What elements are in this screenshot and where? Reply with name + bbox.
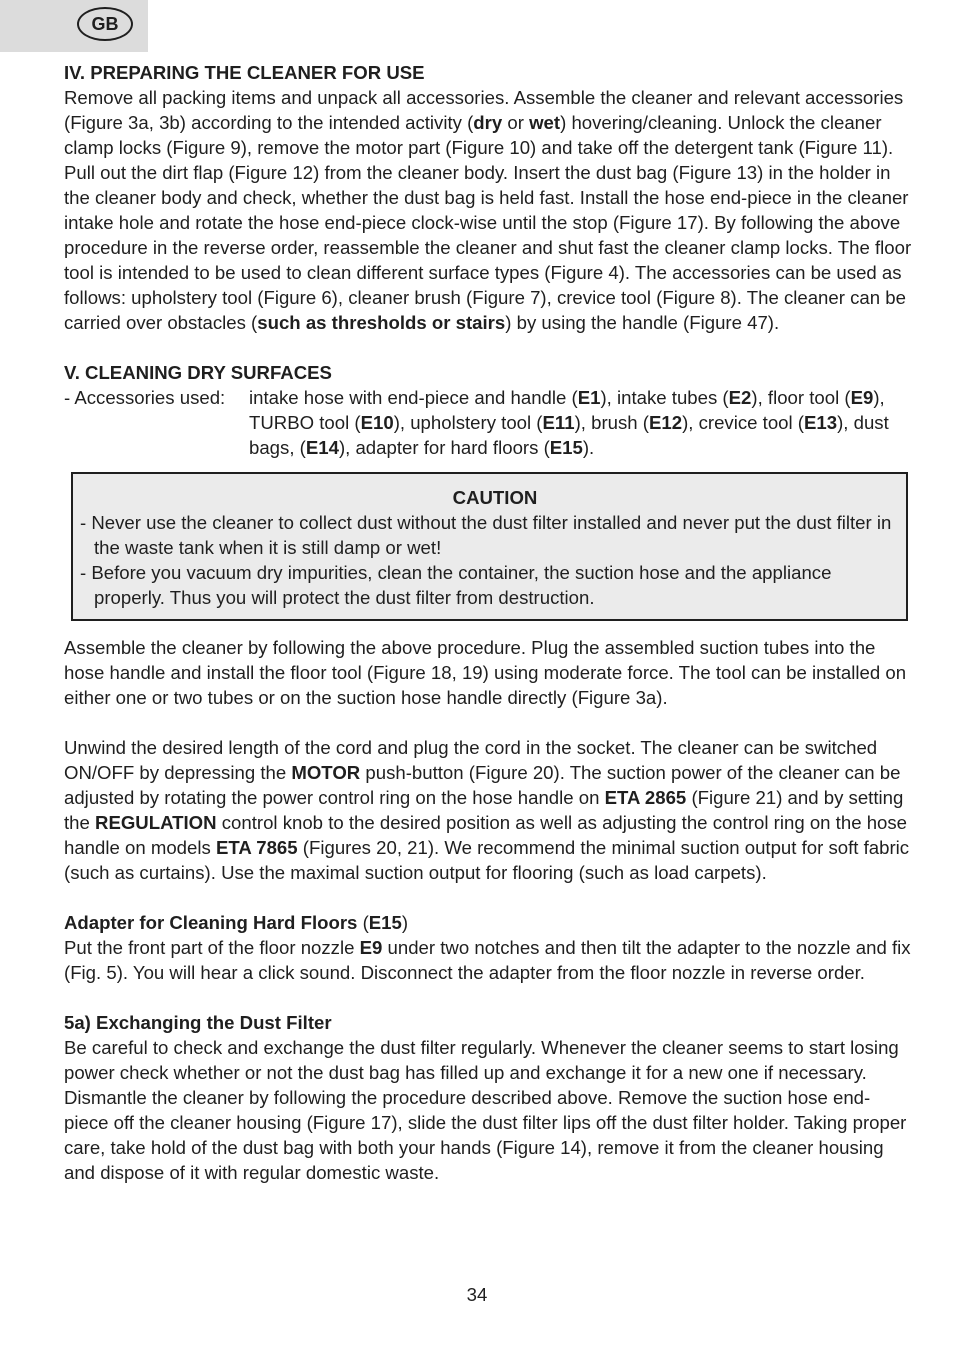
bold-run: E12 (648, 412, 683, 433)
caution-box (71, 472, 908, 621)
bold-run: E15 (368, 912, 402, 933)
section-heading: IV. PREPARING THE CLEANER FOR USE (64, 62, 425, 83)
language-tab (0, 0, 148, 52)
bold-run: E2 (728, 387, 752, 408)
text-run: ), adapter for hard floors ( (338, 437, 550, 458)
bold-run: wet (529, 112, 561, 133)
accessories-text (249, 387, 889, 458)
language-badge: GB (77, 7, 133, 41)
text-run: ), TURBO tool ( (249, 387, 885, 433)
text-run: or (502, 112, 530, 133)
bold-run: E11 (542, 412, 575, 433)
bold-run: E13 (804, 412, 838, 433)
bold-run: MOTOR (291, 762, 361, 783)
text-run: push-button (Figure 20). The suction power of the cleaner can be adjusted by rotating the power control ring on the hose handle on (64, 762, 901, 808)
text-run: Put the front part of the floor nozzle (64, 937, 360, 958)
caution-item: - Before you vacuum dry impurities, clean the container, the suction hose and the appliance properly. Thus you will protect the dust filter from destruction. (80, 562, 832, 608)
bold-run: E15 (549, 437, 583, 458)
text-run: ), intake tubes ( (600, 387, 729, 408)
text-run: ) hovering/cleaning. Unlock the cleaner clamp locks (Figure 9), remove the motor part (Figure 10) and take off the detergent tank (Figure 11). Pull out the dirt flap (Figure 12) from the cleaner body. Insert the dust bag (Figure 13) in the holder in the cleaner body and check, whether the dust bag is held fast. Install the hose end-piece in the cleaner intake hole and rotate the hose end-piece clock-wise until the stop (Figure 17). By following the above procedure in the reverse order, reassemble the cleaner and shut fast the cleaner clamp locks. The floor tool is intended to be used to clean different surface types (Figure 4). The accessories can be used as follows: upholstery tool (Figure 6), cleaner brush (Figure 7), crevice tool (Figure 8). The cleaner can be carried over obstacles ( (64, 112, 912, 333)
bold-run: ETA 2865 (604, 787, 687, 808)
text-run: Remove all packing items and unpack all accessories. Assemble the cleaner and relevant accessories (Figure 3a, 3b) according to the intended activity ( (64, 87, 904, 133)
text-run: Unwind the desired length of the cord and plug the cord in the socket. The cleaner can be switched ON/OFF by depressing the (64, 737, 878, 783)
accessories-list (64, 385, 914, 460)
bold-run: REGULATION (95, 812, 217, 833)
bold-run: E9 (850, 387, 874, 408)
bold-run: E14 (305, 437, 339, 458)
text-run: ), upholstery tool ( (393, 412, 543, 433)
text-run: ), dust bags, ( (249, 412, 889, 458)
text-run: ) by using the handle (Figure 47). (505, 312, 780, 333)
adapter-heading (64, 910, 914, 935)
text-run: (Figure 21) and by setting the (64, 787, 904, 833)
bold-run: E9 (359, 937, 383, 958)
adapter-paragraph (64, 935, 914, 985)
caution-title: CAUTION (452, 487, 538, 508)
bold-run: Adapter for Cleaning Hard Floors (64, 912, 358, 933)
bold-run: E10 (360, 412, 394, 433)
text-run: ( (357, 912, 369, 933)
text-run: ) (401, 912, 409, 933)
text-run: control knob to the desired position as well as adjusting the control ring on the hose handle on models (64, 812, 908, 858)
bold-run: dry (473, 112, 503, 133)
bold-run: ETA 7865 (215, 837, 298, 858)
dust-filter-heading: 5a) Exchanging the Dust Filter (64, 1012, 332, 1033)
operation-paragraph (64, 735, 914, 885)
section-heading: V. CLEANING DRY SURFACES (64, 362, 332, 383)
caution-item: - Never use the cleaner to collect dust without the dust filter installed and never put the dust filter in the waste tank when it is still damp or wet! (80, 512, 892, 558)
bold-run: E1 (577, 387, 601, 408)
text-run: (Figures 20, 21). We recommend the minimal suction output for soft fabric (such as curtains). Use the maximal suction output for flooring (such as load carpets). (64, 837, 910, 883)
text-run: ), crevice tool ( (682, 412, 804, 433)
dust-filter-paragraph: Be careful to check and exchange the dust filter regularly. Whenever the cleaner seems to start losing power check whether or not the dust bag has filled up and exchange it for a new one if necessary. Dismantle the cleaner by following the procedure described above. Remove the suction hose end-piece off the cleaner housing (Figure 17), slide the dust filter lips off the dust filter holder. Taking proper care, take hold of the dust bag with both your hands (Figure 14), remove it from the cleaner housing and dispose of it with regular domestic waste. (64, 1037, 907, 1183)
accessories-lead: - Accessories used: (64, 387, 226, 408)
text-run: ), floor tool ( (751, 387, 851, 408)
text-run: intake hose with end-piece and handle ( (249, 387, 578, 408)
text-run: ). (582, 437, 595, 458)
text-run: under two notches and then tilt the adapter to the nozzle and fix (Fig. 5). You will hear a click sound. Disconnect the adapter from the floor nozzle in reverse order. (64, 937, 911, 983)
assemble-paragraph: Assemble the cleaner by following the above procedure. Plug the assembled suction tubes into the hose handle and install the floor tool (Figure 18, 19) using moderate force. The tool can be installed on either one or two tubes or on the suction hose handle directly (Figure 3a). (64, 637, 907, 708)
text-run: ), brush ( (574, 412, 649, 433)
bold-run: such as thresholds or stairs (257, 312, 506, 333)
page-number: 34 (466, 1284, 488, 1305)
page-content (64, 60, 914, 1185)
section-paragraph (64, 85, 914, 335)
